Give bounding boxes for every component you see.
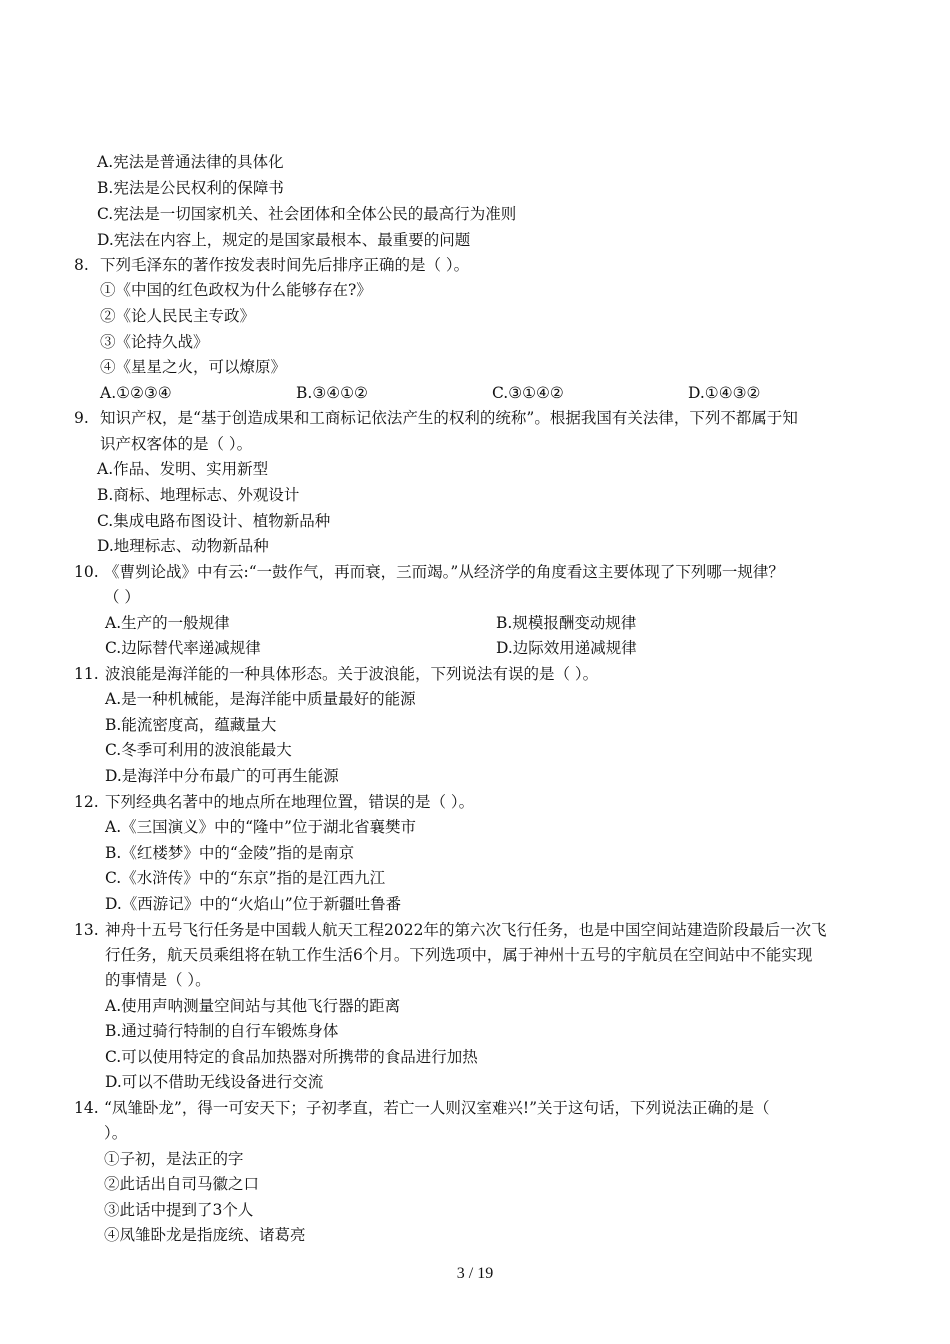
q11-option-a: A.是一种机械能，是海洋能中质量最好的能源 <box>105 690 416 708</box>
q12-option-b: B.《红楼梦》中的“金陵”指的是南京 <box>105 844 355 862</box>
q12-stem: 下列经典名著中的地点所在地理位置，错误的是（ ）。 <box>105 793 475 811</box>
q8-item-3: ③《论持久战》 <box>100 333 209 351</box>
q7-option-b: B.宪法是公民权利的保障书 <box>97 179 284 197</box>
q13-stem-line-3: 的事情是（ ）。 <box>105 971 211 989</box>
q14-number: 14. <box>74 1099 99 1117</box>
q10-option-c: C.边际替代率递减规律 <box>105 639 261 657</box>
q7-option-c: C.宪法是一切国家机关、社会团体和全体公民的最高行为准则 <box>97 205 517 223</box>
q10-number: 10. <box>74 563 99 581</box>
q11-stem: 波浪能是海洋能的一种具体形态。关于波浪能，下列说法有误的是（ ）。 <box>105 665 599 683</box>
q9-stem-line-1: 知识产权，是“基于创造成果和工商标记依法产生的权利的统称”。根据我国有关法律，下列不都属于知 <box>100 409 798 427</box>
q8-option-d: D.①④③② <box>688 384 761 402</box>
q8-option-b: B.③④①② <box>296 384 368 402</box>
q10-option-b: B.规模报酬变动规律 <box>496 614 637 632</box>
q11-option-b: B.能流密度高，蕴藏量大 <box>105 716 277 734</box>
q10-stem-line-1: 《曹刿论战》中有云:“一鼓作气，再而衰，三而竭。”从经济学的角度看这主要体现了下列哪一规律？ <box>104 563 784 581</box>
q14-item-4: ④凤雏卧龙是指庞统、诸葛亮 <box>104 1226 306 1244</box>
q8-item-1: ①《中国的红色政权为什么能够存在?》 <box>100 281 372 299</box>
q10-stem-line-2: （ ） <box>104 588 140 606</box>
q9-number: 9. <box>74 409 89 427</box>
q8-item-4: ④《星星之火，可以燎原》 <box>100 358 287 376</box>
q13-option-c: C.可以使用特定的食品加热器对所携带的食品进行加热 <box>105 1048 478 1066</box>
q11-number: 11. <box>74 665 99 683</box>
q8-option-a: A.①②③④ <box>100 384 172 402</box>
q13-option-a: A.使用声呐测量空间站与其他飞行器的距离 <box>105 997 401 1015</box>
q8-stem: 下列毛泽东的著作按发表时间先后排序正确的是（ ）。 <box>100 256 470 274</box>
q13-option-b: B.通过骑行特制的自行车锻炼身体 <box>105 1022 339 1040</box>
q14-stem-line-2: ）。 <box>104 1124 128 1142</box>
q8-number: 8. <box>74 256 89 274</box>
q14-stem-line-1: “凤雏卧龙”，得一可安天下；子初孝直，若亡一人则汉室难兴!”关于这句话，下列说法正确的是（ <box>104 1099 770 1117</box>
q7-option-a: A.宪法是普通法律的具体化 <box>97 153 284 171</box>
q13-number: 13. <box>74 921 99 939</box>
q8-option-c: C.③①④② <box>492 384 564 402</box>
q10-option-a: A.生产的一般规律 <box>105 614 230 632</box>
q12-option-c: C.《水浒传》中的“东京”指的是江西九江 <box>105 869 386 887</box>
q10-option-d: D.边际效用递减规律 <box>496 639 637 657</box>
page-number: 3 / 19 <box>456 1265 494 1282</box>
q11-option-c: C.冬季可利用的波浪能最大 <box>105 741 292 759</box>
q9-option-b: B.商标、地理标志、外观设计 <box>97 486 300 504</box>
q7-option-d: D.宪法在内容上，规定的是国家最根本、最重要的问题 <box>97 231 471 249</box>
q13-option-d: D.可以不借助无线设备进行交流 <box>105 1073 324 1091</box>
q11-option-d: D.是海洋中分布最广的可再生能源 <box>105 767 339 785</box>
q12-number: 12. <box>74 793 99 811</box>
q12-option-a: A.《三国演义》中的“隆中”位于湖北省襄樊市 <box>105 818 416 836</box>
q12-option-d: D.《西游记》中的“火焰山”位于新疆吐鲁番 <box>105 895 402 913</box>
q14-item-1: ①子初，是法正的字 <box>104 1150 244 1168</box>
q13-stem-line-2: 行任务，航天员乘组将在轨工作生活6个月。下列选项中，属于神州十五号的宇航员在空间站中不能实现 <box>105 946 813 964</box>
q9-option-a: A.作品、发明、实用新型 <box>97 460 269 478</box>
q14-item-3: ③此话中提到了3个人 <box>104 1201 254 1219</box>
q13-stem-line-1: 神舟十五号飞行任务是中国载人航天工程2022年的第六次飞行任务，也是中国空间站建造阶段最后一次飞 <box>105 921 827 939</box>
q14-item-2: ②此话出自司马徽之口 <box>104 1175 260 1193</box>
q8-item-2: ②《论人民民主专政》 <box>100 307 256 325</box>
q9-option-d: D.地理标志、动物新品种 <box>97 537 269 555</box>
q9-stem-line-2: 识产权客体的是（ ）。 <box>100 435 253 453</box>
q9-option-c: C.集成电路布图设计、植物新品种 <box>97 512 331 530</box>
